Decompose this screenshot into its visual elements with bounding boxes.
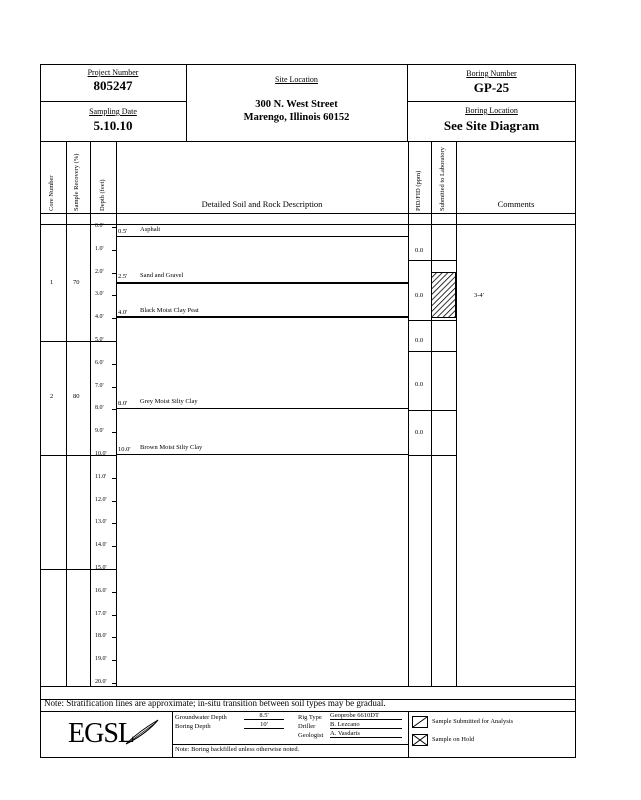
depth-tick (112, 592, 116, 593)
column-header-submitted: Submitted to Laboratory (439, 147, 446, 211)
depth-tick-label: 0.0' (95, 223, 104, 229)
layer-depth: 0.5' (118, 228, 128, 235)
depth-tick-label: 13.0' (95, 519, 107, 526)
column-header-comments: Comments (497, 199, 535, 209)
core-number: 1 (50, 279, 54, 286)
sampling-date: 5.10.10 (93, 118, 133, 133)
groundwater-label: Groundwater Depth (175, 714, 227, 721)
depth-tick (112, 546, 116, 547)
comment-sample-depth: 3-4' (474, 292, 484, 299)
depth-tick (112, 501, 116, 502)
depth-tick-label: 19.0' (95, 656, 107, 663)
depth-tick-label: 3.0' (95, 291, 104, 298)
core-boundary (40, 341, 116, 342)
stratification-line (116, 236, 408, 237)
depth-tick-label: 10.0' (95, 451, 107, 457)
pid-reading: 0.0 (415, 429, 424, 436)
depth-tick (112, 341, 116, 342)
pid-reading: 0.0 (415, 337, 424, 344)
stratification-line (116, 454, 408, 455)
footer-divider (172, 711, 173, 758)
footer-top-line (40, 711, 576, 712)
site-address-line2: Marengo, Illinois 60152 (243, 112, 350, 123)
depth-tick-label: 11.0' (95, 473, 107, 480)
core-number: 2 (50, 393, 54, 400)
site-address-line1: 300 N. West Street (255, 99, 338, 110)
depth-tick-label: 16.0' (95, 587, 107, 594)
depth-tick-label: 2.0' (95, 268, 104, 275)
column-header-core-number: Core Number (48, 175, 55, 211)
column-header-sample-recovery: Sample Recovery (%) (73, 153, 80, 211)
depth-tick-label: 15.0' (95, 565, 107, 571)
footer-divider (408, 711, 409, 758)
layer-description: Brown Moist Silty Clay (140, 444, 203, 451)
submitted-sample-hatch (431, 272, 456, 318)
pid-divider (408, 410, 456, 411)
column-divider (431, 141, 432, 686)
column-header-description: Detailed Soil and Rock Description (201, 199, 323, 209)
boring-location: See Site Diagram (443, 118, 540, 133)
column-header-pid: PID/FID (ppm) (415, 170, 422, 211)
geologist-value: A. Vasdaris (330, 730, 402, 738)
rig-type-value: Geoprobe 6610DT (330, 712, 402, 720)
layer-depth: 8.0' (118, 400, 128, 407)
header-bottom-line (40, 141, 576, 142)
stratification-line (116, 408, 408, 409)
column-header-bottom-line (40, 213, 576, 214)
pid-divider (408, 351, 456, 352)
quill-icon (124, 718, 160, 746)
legend-submitted-label: Sample Submitted for Analysis (432, 718, 514, 725)
layer-description: Asphalt (140, 226, 161, 233)
boring-log-frame (40, 64, 576, 758)
driller-value: B. Lezcano (330, 721, 402, 729)
site-location-label: Site Location (275, 75, 318, 84)
company-logo: EGSL (68, 718, 134, 749)
table-top-line (40, 224, 576, 225)
core-boundary (408, 455, 456, 456)
boring-location-label: Boring Location (465, 106, 518, 115)
sample-recovery: 70 (73, 279, 80, 286)
pid-reading: 0.0 (415, 292, 424, 299)
depth-tick-label: 14.0' (95, 542, 107, 549)
boring-depth-value: 10' (244, 721, 284, 729)
depth-tick (112, 455, 116, 456)
legend-hold-label: Sample on Hold (432, 736, 475, 743)
pid-reading: 0.0 (415, 381, 424, 388)
geologist-label: Geologist (298, 732, 324, 739)
legend-submitted-icon (412, 716, 428, 728)
depth-tick (112, 478, 116, 479)
footer-divider (172, 744, 408, 745)
pid-divider (408, 320, 456, 321)
stratification-line (116, 316, 408, 318)
column-divider (456, 141, 457, 686)
depth-tick (112, 364, 116, 365)
depth-tick-label: 4.0' (95, 314, 104, 321)
layer-description: Sand and Gravel (140, 272, 184, 279)
sample-recovery: 80 (73, 393, 80, 400)
column-header-depth: Depth (feet) (99, 179, 106, 211)
driller-label: Driller (298, 723, 316, 730)
sampling-date-label: Sampling Date (89, 107, 137, 116)
backfill-note: Note: Boring backfilled unless otherwise noted. (175, 746, 300, 753)
column-divider (116, 141, 117, 686)
column-divider (90, 141, 91, 686)
depth-tick (112, 615, 116, 616)
depth-tick-label: 17.0' (95, 610, 107, 617)
depth-tick-label: 12.0' (95, 496, 107, 503)
depth-tick-label: 7.0' (95, 382, 104, 389)
column-divider (408, 141, 409, 686)
rig-type-label: Rig Type (298, 714, 322, 721)
depth-tick (112, 523, 116, 524)
depth-tick (112, 227, 116, 228)
depth-tick-label: 20.0' (95, 679, 107, 685)
depth-tick (112, 683, 116, 684)
column-divider (66, 141, 67, 686)
depth-tick-label: 9.0' (95, 428, 104, 435)
layer-description: Black Moist Clay Peat (140, 307, 199, 314)
depth-tick (112, 318, 116, 319)
boring-depth-label: Boring Depth (175, 723, 211, 730)
depth-tick (112, 409, 116, 410)
pid-reading: 0.0 (415, 247, 424, 254)
depth-tick (112, 295, 116, 296)
groundwater-value: 8.5' (244, 712, 284, 720)
legend-hold-icon (412, 734, 428, 746)
depth-tick (112, 250, 116, 251)
project-number: 805247 (93, 78, 133, 93)
depth-tick-label: 1.0' (95, 245, 104, 252)
table-bottom-line (40, 686, 576, 687)
depth-tick-label: 5.0' (95, 337, 104, 343)
header-divider (40, 101, 186, 102)
depth-tick (112, 387, 116, 388)
stratification-note: Note: Stratification lines are approximate; in-situ transition between soil types may be gradual. (44, 698, 386, 708)
boring-number: GP-25 (473, 80, 510, 95)
project-number-label: Project Number (87, 68, 139, 77)
layer-depth: 10.0' (118, 446, 131, 453)
layer-depth: 4.0' (118, 309, 128, 316)
layer-description: Grey Moist Silty Clay (140, 398, 198, 405)
pid-divider (408, 260, 456, 261)
header-divider (407, 101, 576, 102)
depth-tick (112, 660, 116, 661)
depth-tick-label: 8.0' (95, 405, 104, 412)
depth-tick (112, 637, 116, 638)
boring-number-label: Boring Number (466, 69, 517, 78)
depth-tick-label: 6.0' (95, 359, 104, 366)
depth-tick (112, 273, 116, 274)
depth-tick (112, 432, 116, 433)
depth-tick-label: 18.0' (95, 633, 107, 640)
depth-tick (112, 569, 116, 570)
stratification-line (116, 282, 408, 284)
layer-depth: 2.5' (118, 273, 128, 280)
